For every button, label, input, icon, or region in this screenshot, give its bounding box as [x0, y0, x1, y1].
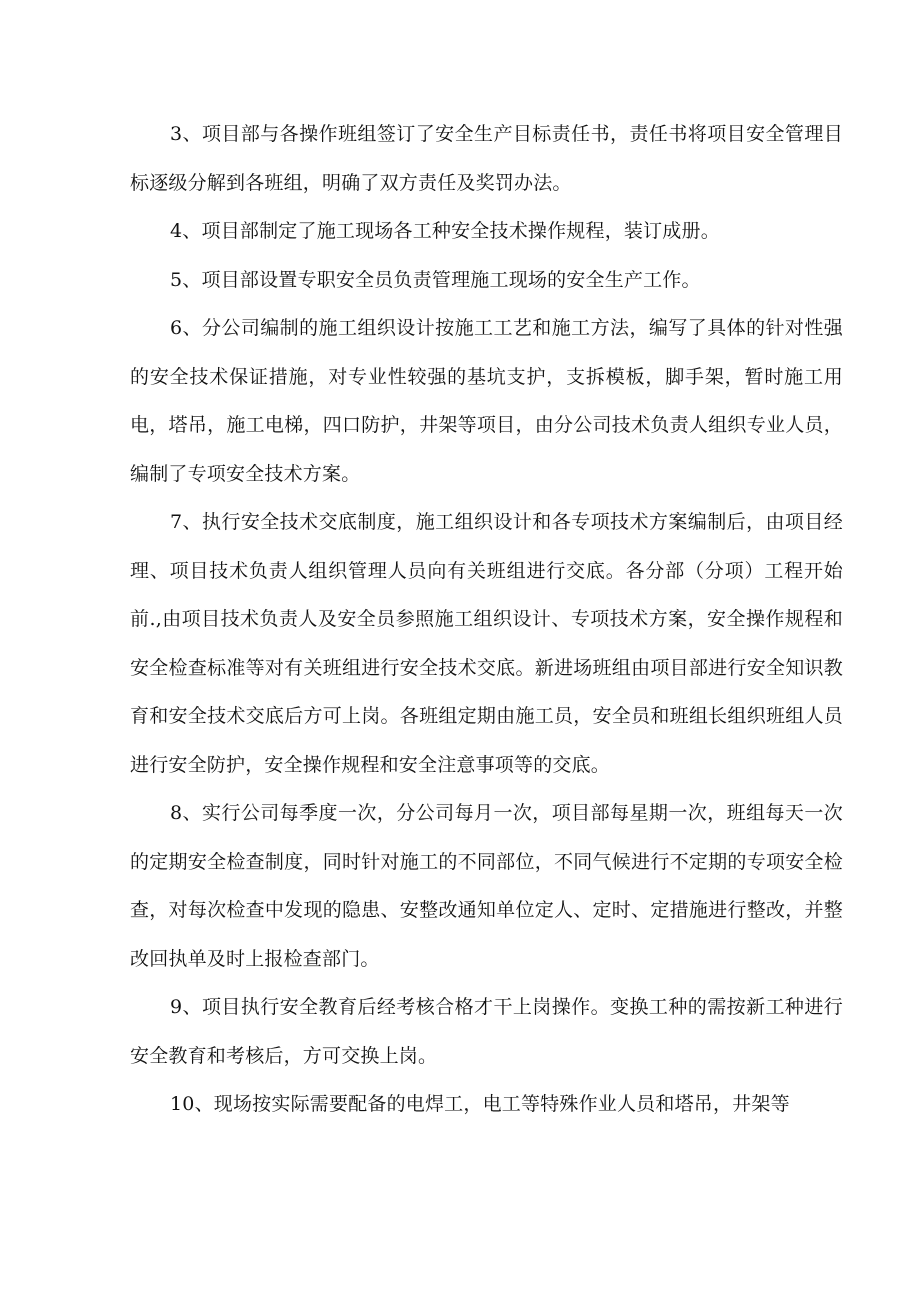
- paragraph-6: 6、分公司编制的施工组织设计按施工工艺和施工方法，编写了具体的针对性强的安全技术保证措施，对专业性较强的基坑支护，支拆模板，脚手架，暂时施工用电，塔吊，施工电梯，四口防护，井架等项目，由分公司技术负责人组织专业人员，编制了专项安全技术方案。: [130, 317, 843, 485]
- paragraph-8: 8、实行公司每季度一次，分公司每月一次，项目部每星期一次，班组每天一次的定期安全检查制度，同时针对施工的不同部位，不同气候进行不定期的专项安全检查，对每次检查中发现的隐患、安整改通知单位定人、定时、定措施进行整改，并整改回执单及时上报检查部门。: [130, 802, 843, 970]
- paragraph-9: 9、项目执行安全教育后经考核合格才干上岗操作。变换工种的需按新工种进行安全教育和考核后，方可交换上岗。: [130, 996, 843, 1067]
- paragraph-3: 3、项目部与各操作班组签订了安全生产目标责任书，责任书将项目安全管理目标逐级分解到各班组，明确了双方责任及奖罚办法。: [130, 123, 843, 194]
- paragraph-5: 5、项目部设置专职安全员负责管理施工现场的安全生产工作。: [170, 268, 701, 291]
- paragraph-10: 10、现场按实际需要配备的电焊工，电工等特殊作业人员和塔吊，井架等: [170, 1093, 790, 1115]
- paragraph-7: 7、执行安全技术交底制度，施工组织设计和各专项技术方案编制后，由项目经理、项目技术负责人组织管理人员向有关班组进行交底。各分部（分项）工程开始前.,由项目技术负责人及安全员参照施工组织设计、专项技术方案，安全操作规程和安全检查标准等对有关班组进行安全技术交底。新进场班组由项目部进行安全知识教育和安全技术交底后方可上岗。各班组定期由施工员，安全员和班组长组织班组人员进行安全防护，安全操作规程和安全注意事项等的交底。: [130, 511, 843, 776]
- document-body: [130, 110, 843, 1129]
- paragraph-4: 4、项目部制定了施工现场各工种安全技术操作规程，装订成册。: [170, 220, 720, 242]
